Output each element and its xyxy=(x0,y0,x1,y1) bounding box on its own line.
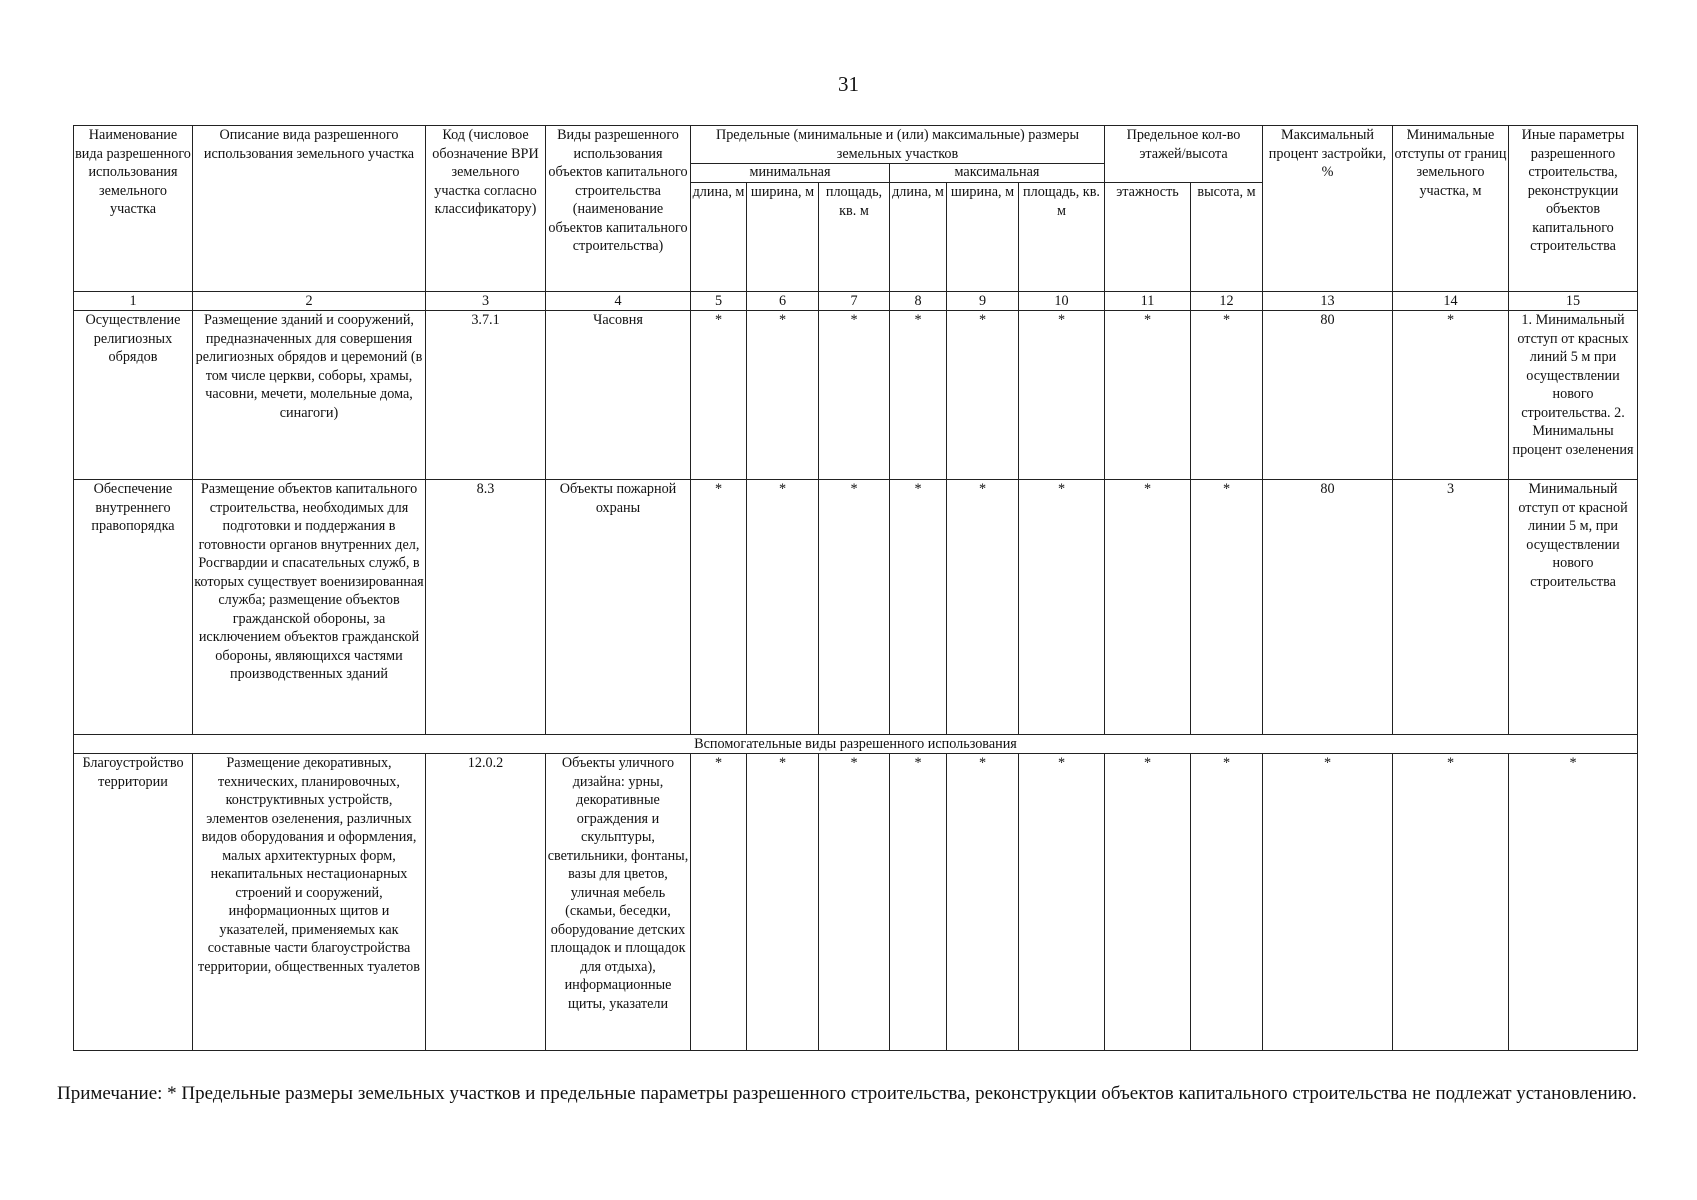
header-max-area: площадь, кв. м xyxy=(1019,183,1105,292)
table-row xyxy=(74,754,1638,1051)
row-code: 3.7.1 xyxy=(426,311,546,480)
row-value: * xyxy=(1191,311,1263,480)
section-title: Вспомогательные виды разрешенного использования xyxy=(74,735,1638,754)
row-value: * xyxy=(747,480,819,735)
section-row xyxy=(74,735,1638,754)
row-value: * xyxy=(1019,480,1105,735)
column-number: 8 xyxy=(890,292,947,311)
column-number: 9 xyxy=(947,292,1019,311)
row-value: * xyxy=(819,480,890,735)
row-code: 8.3 xyxy=(426,480,546,735)
table-row xyxy=(74,311,1638,480)
header-floors-group: Предельное кол-во этажей/высота xyxy=(1105,126,1263,183)
row-coverage: * xyxy=(1263,754,1393,1051)
header-setbacks: Минимальные отступы от границ земельного участка, м xyxy=(1393,126,1509,292)
row-value: * xyxy=(1019,311,1105,480)
header-code: Код (числовое обозначение ВРИ земельного участка согласно классификатору) xyxy=(426,126,546,292)
row-objects: Объекты пожарной охраны xyxy=(546,480,691,735)
column-number: 6 xyxy=(747,292,819,311)
row-value: * xyxy=(691,480,747,735)
header-description: Описание вида разрешенного использования земельного участка xyxy=(193,126,426,292)
page-number: 31 xyxy=(838,72,859,96)
row-value: * xyxy=(691,754,747,1051)
row-value: * xyxy=(1019,754,1105,1051)
table-row xyxy=(74,480,1638,735)
row-setback: * xyxy=(1393,754,1509,1051)
row-value: * xyxy=(1105,480,1191,735)
row-code: 12.0.2 xyxy=(426,754,546,1051)
row-coverage: 80 xyxy=(1263,480,1393,735)
footnote: Примечание: * Предельные размеры земельных участков и предельные параметры разрешенного строительства, реконструкции объектов капитального строительства не подлежат установлению. xyxy=(57,1083,1637,1104)
row-value: * xyxy=(890,311,947,480)
row-value: * xyxy=(890,754,947,1051)
column-number: 13 xyxy=(1263,292,1393,311)
column-number: 10 xyxy=(1019,292,1105,311)
column-number: 4 xyxy=(546,292,691,311)
row-value: * xyxy=(747,311,819,480)
row-description: Размещение зданий и сооружений, предназначенных для совершения религиозных обрядов и церемоний (в том числе церкви, соборы, храмы, часовни, мечети, молельные дома, синагоги) xyxy=(193,311,426,480)
row-objects: Часовня xyxy=(546,311,691,480)
row-other: 1. Минимальный отступ от красных линий 5 м при осуществлении нового строительства. 2. Минимальны процент озеленения xyxy=(1509,311,1638,480)
row-value: * xyxy=(819,754,890,1051)
column-number: 5 xyxy=(691,292,747,311)
header-objects: Виды разрешенного использования объектов капитального строительства (наименование объектов капитального строительства) xyxy=(546,126,691,292)
header-min: минимальная xyxy=(691,164,890,183)
row-value: * xyxy=(819,311,890,480)
row-other: Минимальный отступ от красной линии 5 м, при осуществлении нового строительства xyxy=(1509,480,1638,735)
row-value: * xyxy=(747,754,819,1051)
header-floors: этажность xyxy=(1105,183,1191,292)
header-sizes: Предельные (минимальные и (или) максимальные) размеры земельных участков xyxy=(691,126,1105,164)
row-coverage: 80 xyxy=(1263,311,1393,480)
row-value: * xyxy=(947,311,1019,480)
column-number: 14 xyxy=(1393,292,1509,311)
header-min-width: ширина, м xyxy=(747,183,819,292)
row-name: Обеспечение внутреннего правопорядка xyxy=(74,480,193,735)
column-number: 12 xyxy=(1191,292,1263,311)
row-description: Размещение декоративных, технических, планировочных, конструктивных устройств, элементов озеленения, различных видов оборудования и оформления, малых архитектурных форм, некапитальных нестационарных строений и сооружений, информационных щитов и указателей, применяемых как составные части благоустройства территории, общественных туалетов xyxy=(193,754,426,1051)
header-name: Наименование вида разрешенного использования земельного участка xyxy=(74,126,193,292)
row-description: Размещение объектов капитального строительства, необходимых для подготовки и поддержания в готовности органов внутренних дел, Росгвардии и спасательных служб, в которых существует военизированная служба; размещение объектов гражданской обороны, за исключением объектов гражданской обороны, являющихся частями производственных зданий xyxy=(193,480,426,735)
header-other: Иные параметры разрешенного строительства, реконструкции объектов капитального строительства xyxy=(1509,126,1638,292)
row-setback: 3 xyxy=(1393,480,1509,735)
row-value: * xyxy=(1105,311,1191,480)
column-number: 1 xyxy=(74,292,193,311)
column-numbers-row xyxy=(74,292,1638,311)
row-objects: Объекты уличного дизайна: урны, декоративные ограждения и скульптуры, светильники, фонтаны, вазы для цветов, уличная мебель (скамьи, беседки, оборудование детских площадок и площадок для отдыха), информационные щиты, указатели xyxy=(546,754,691,1051)
row-value: * xyxy=(947,754,1019,1051)
header-max-width: ширина, м xyxy=(947,183,1019,292)
header-min-area: площадь, кв. м xyxy=(819,183,890,292)
row-other: * xyxy=(1509,754,1638,1051)
header-max: максимальная xyxy=(890,164,1105,183)
column-number: 7 xyxy=(819,292,890,311)
row-value: * xyxy=(1191,754,1263,1051)
row-value: * xyxy=(691,311,747,480)
header-coverage: Максимальный процент застройки, % xyxy=(1263,126,1393,292)
row-name: Осуществление религиозных обрядов xyxy=(74,311,193,480)
header-height: высота, м xyxy=(1191,183,1263,292)
column-number: 15 xyxy=(1509,292,1638,311)
row-name: Благоустройство территории xyxy=(74,754,193,1051)
zoning-table xyxy=(73,125,1638,1051)
column-number: 11 xyxy=(1105,292,1191,311)
header-min-length: длина, м xyxy=(691,183,747,292)
row-value: * xyxy=(947,480,1019,735)
row-value: * xyxy=(1191,480,1263,735)
header-max-length: длина, м xyxy=(890,183,947,292)
column-number: 3 xyxy=(426,292,546,311)
row-setback: * xyxy=(1393,311,1509,480)
row-value: * xyxy=(1105,754,1191,1051)
column-number: 2 xyxy=(193,292,426,311)
row-value: * xyxy=(890,480,947,735)
